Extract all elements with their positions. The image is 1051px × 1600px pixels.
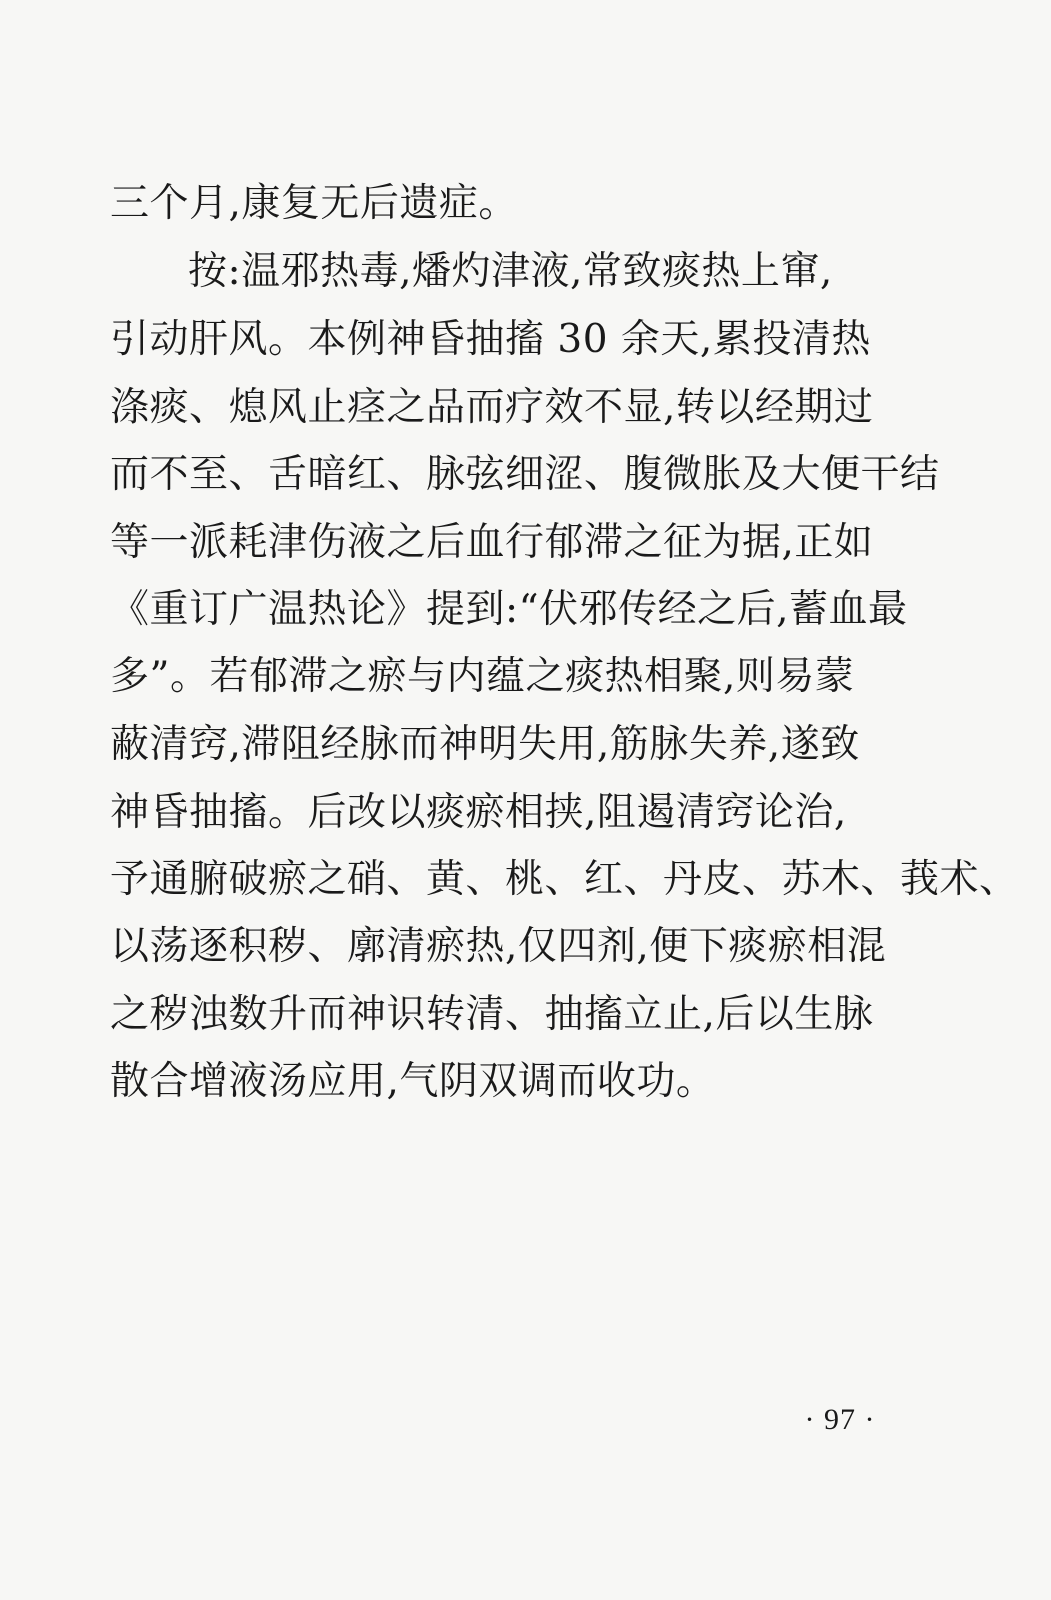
text-line: 《重订广温热论》提到:“伏邪传经之后,蓄血最 (110, 587, 908, 632)
text-line: 以荡逐积秽、廓清瘀热,仅四剂,便下痰瘀相混 (110, 924, 887, 969)
text-line: 之秽浊数升而神识转清、抽搐立止,后以生脉 (110, 992, 874, 1037)
text-line: 散合增液汤应用,气阴双调而收功。 (110, 1059, 716, 1104)
text-line: 蔽清窍,滞阻经脉而神明失用,筋脉失养,遂致 (110, 722, 860, 767)
page-number: · 97 · (804, 1403, 876, 1436)
text-line: 神昏抽搐。后改以痰瘀相挟,阻遏清窍论治, (110, 790, 847, 835)
text-line: 引动肝风。本例神昏抽搐 30 余天,累投清热 (110, 317, 871, 362)
text-line: 涤痰、熄风止痉之品而疗效不显,转以经期过 (110, 385, 874, 430)
text-line: 多”。若郁滞之瘀与内蕴之痰热相聚,则易蒙 (110, 654, 855, 699)
text-line: 按:温邪热毒,燔灼津液,常致痰热上窜, (188, 249, 833, 294)
text-line: 三个月,康复无后遗症。 (110, 181, 518, 226)
text-line: 而不至、舌暗红、脉弦细涩、腹微胀及大便干结 (110, 452, 940, 497)
text-line: 予通腑破瘀之硝、黄、桃、红、丹皮、苏木、莪术、 (110, 857, 1019, 902)
text-line: 等一派耗津伤液之后血行郁滞之征为据,正如 (110, 520, 874, 565)
